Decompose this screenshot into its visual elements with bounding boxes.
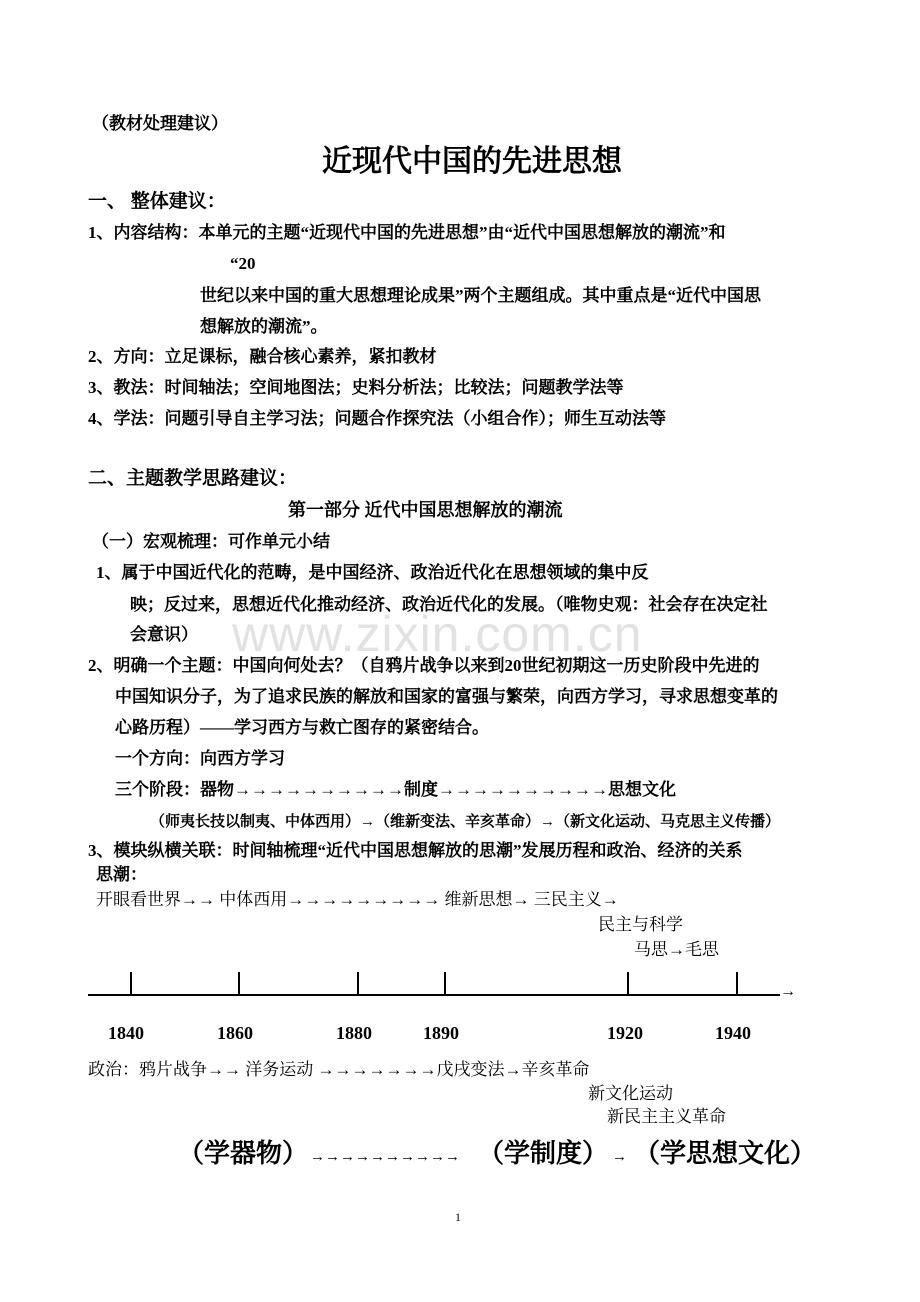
para1-line2: 映；反过来，思想近代化推动经济、政治近代化的发展。（唯物史观：社会存在决定社 (130, 595, 768, 614)
section1-item1-line1: 1、内容结构：本单元的主题“近现代中国的先进思想”由“近代中国思想解放的潮流”和 (88, 223, 726, 242)
politics-row-3: 新民主主义革命 (607, 1107, 726, 1126)
thought-row-1: 开眼看世界→→ 中体西用→→→→→→→→→ 维新思想→ 三民主义→ (96, 890, 619, 909)
para3-line1: 3、模块纵横关联：时间轴梳理“近代中国思想解放的思潮”发展历程和政治、经济的关系 (88, 841, 743, 860)
section1-item4: 4、学法：问题引导自主学习法；问题合作探究法（小组合作）；师生互动法等 (88, 409, 666, 428)
politics-row-1: 政治：鸦片战争→→ 洋务运动 →→→→→→→戊戌变法→辛亥革命 (88, 1060, 590, 1079)
part-title: 第一部分 近代中国思想解放的潮流 (288, 500, 563, 520)
section1-item2: 2、方向：立足课标，融合核心素养，紧扣教材 (88, 347, 437, 366)
para2-line2: 中国知识分子，为了追求民族的解放和国家的富强与繁荣，向西方学习，寻求思想变革的 (115, 687, 778, 706)
para1-line3: 会意识） (130, 625, 198, 644)
stages-detail: （师夷长技以制夷、中体西用）→（维新变法、辛亥革命）→（新文化运动、马克思主义传播） (150, 814, 781, 830)
thought-row-3: 马思→毛思 (634, 940, 719, 959)
axis-arrow-icon: → (780, 983, 796, 1000)
summary-arrow: → (612, 1149, 627, 1165)
timeline-tick (444, 972, 446, 995)
timeline-tick (627, 972, 629, 995)
section1-item1-line3: 世纪以来中国的重大思想理论成果”两个主题组成。其中重点是“近代中国思 (200, 286, 761, 305)
timeline-axis (88, 994, 780, 996)
year-label: 1860 (217, 1023, 253, 1043)
year-label: 1890 (423, 1023, 459, 1043)
para1-line1: 1、属于中国近代化的范畴，是中国经济、政治近代化在思想领域的集中反 (96, 563, 649, 582)
para2-line3: 心路历程）——学习西方与救亡图存的紧密结合。 (115, 718, 489, 737)
timeline-tick (357, 972, 359, 995)
section1-item1-line2: “20 (230, 254, 256, 273)
section1-heading: 一、 整体建议： (88, 191, 226, 212)
page-title: 近现代中国的先进思想 (322, 145, 622, 178)
section1-item3: 3、教法：时间轴法；空间地图法；史料分析法；比较法；问题教学法等 (88, 378, 624, 397)
timeline-tick (736, 972, 738, 995)
section1-item1-line4: 想解放的潮流”。 (200, 317, 328, 336)
para3-line2: 思潮： (96, 865, 147, 884)
sub-heading-1: （一）宏观梳理：可作单元小结 (92, 532, 330, 551)
stages-line: 三个阶段：器物→→→→→→→→→→制度→→→→→→→→→→思想文化 (115, 780, 676, 799)
summary-learn-objects: （学器物） (178, 1139, 309, 1168)
year-label: 1920 (607, 1023, 643, 1043)
timeline-tick (130, 972, 132, 995)
header-note: （教材处理建议） (92, 114, 228, 133)
timeline-tick (238, 972, 240, 995)
direction-line: 一个方向：向西方学习 (115, 749, 285, 768)
page-number: 1 (455, 1210, 461, 1224)
politics-row-2: 新文化运动 (588, 1084, 673, 1103)
thought-row-2: 民主与科学 (598, 915, 683, 934)
year-label: 1940 (715, 1023, 751, 1043)
summary-learn-thought: （学思想文化） (634, 1139, 817, 1168)
watermark: www.zixin.com.cn (232, 606, 643, 662)
section2-heading: 二、主题教学思路建议： (88, 468, 298, 489)
year-label: 1840 (108, 1023, 144, 1043)
summary-learn-institutions: （学制度） (478, 1139, 609, 1168)
summary-arrows: →→→→→→→→→→ (310, 1149, 460, 1165)
para2-line1: 2、明确一个主题：中国向何处去？（自鸦片战争以来到20世纪初期这一历史阶段中先进的 (88, 656, 760, 675)
year-label: 1880 (336, 1023, 372, 1043)
